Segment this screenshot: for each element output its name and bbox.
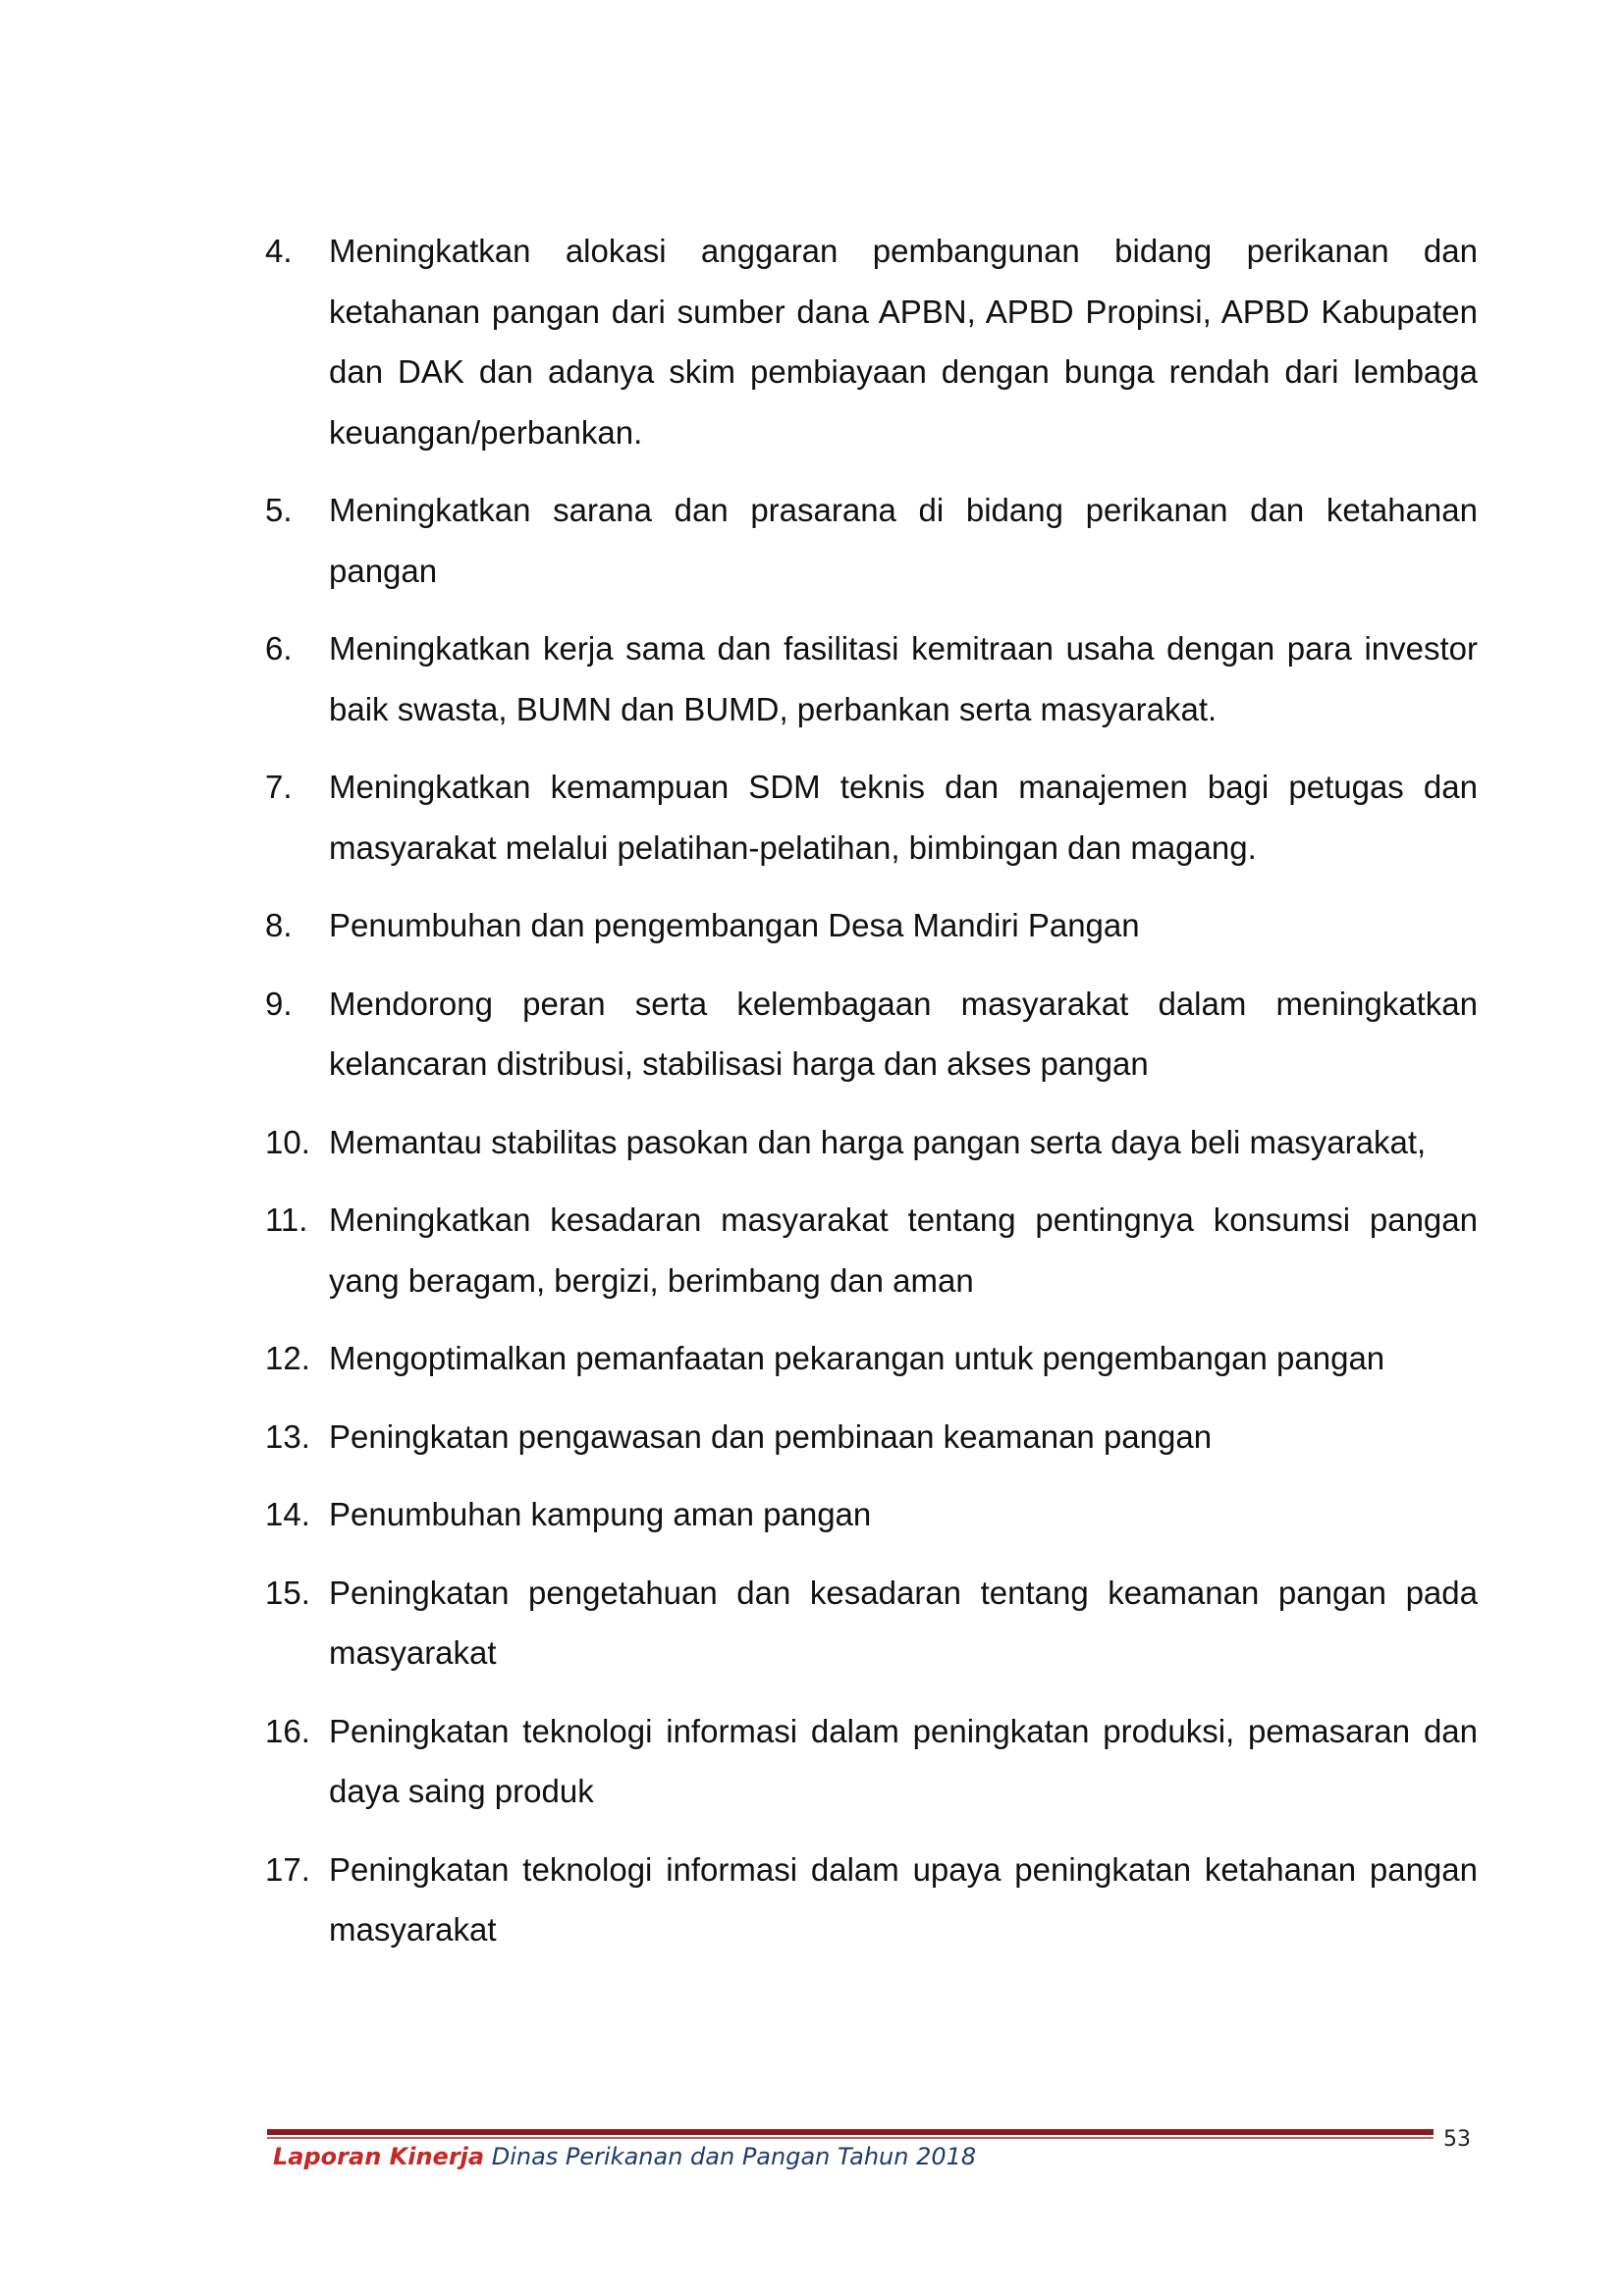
list-item-number: 13. (265, 1417, 310, 1455)
list-item-number: 8. (265, 907, 293, 943)
list-item-text: Meningkatkan kesadaran masyarakat tentang pentingnya konsumsi pangan yang beragam, bergizi, berimbang dan aman (329, 1201, 1478, 1299)
list-item-text: Mengoptimalkan pemanfaatan pekarangan untuk pengembangan pangan (329, 1340, 1385, 1376)
list-item-text: Peningkatan pengetahuan dan kesadaran tentang keamanan pangan pada masyarakat (329, 1574, 1478, 1671)
list-item (265, 757, 1478, 878)
list-item (265, 221, 1478, 462)
list-item-number: 16. (265, 1712, 310, 1749)
numbered-list (265, 221, 1478, 1978)
footer-brand: Laporan Kinerja (273, 2143, 485, 2170)
list-item-text: Peningkatan pengawasan dan pembinaan keamanan pangan (329, 1417, 1213, 1455)
list-item-number: 6. (265, 630, 293, 667)
list-item (265, 974, 1478, 1095)
list-item-text: Mendorong peran serta kelembagaan masyarakat dalam meningkatkan kelancaran distribusi, stabilisasi harga dan akses pangan (329, 985, 1478, 1082)
list-item-text: Memantau stabilitas pasokan dan harga pangan serta daya beli masyarakat, (329, 1123, 1427, 1160)
list-item-text: Meningkatkan alokasi anggaran pembangunan bidang perikanan dan ketahanan pangan dari sumber dana APBN, APBD Propinsi, APBD Kabupaten dan DAK dan adanya skim pembiayaan dengan bunga rendah dari lembaga keuangan/perbankan. (329, 233, 1478, 451)
page-number: 53 (1443, 2127, 1471, 2152)
list-item-number: 10. (265, 1123, 310, 1160)
list-item-number: 9. (265, 985, 293, 1022)
list-item (265, 1840, 1478, 1960)
list-item-text: Peningkatan teknologi informasi dalam upaya peningkatan ketahanan pangan masyarakat (329, 1850, 1478, 1948)
list-item-number: 12. (265, 1340, 310, 1376)
list-item-number: 4. (265, 233, 293, 269)
footer-title (273, 2143, 976, 2170)
list-item (265, 895, 1478, 956)
footer-divider (267, 2129, 1434, 2135)
list-item-number: 17. (265, 1850, 310, 1888)
list-item-text: Penumbuhan dan pengembangan Desa Mandiri Pangan (329, 907, 1140, 943)
list-item (265, 1563, 1478, 1683)
list-item-number: 11. (265, 1201, 308, 1238)
list-item-text: Meningkatkan kemampuan SDM teknis dan manajemen bagi petugas dan masyarakat melalui pelatihan-pelatihan, bimbingan dan magang. (329, 769, 1478, 866)
list-item (265, 1407, 1478, 1468)
list-item-text: Meningkatkan sarana dan prasarana di bidang perikanan dan ketahanan pangan (329, 492, 1478, 589)
list-item (265, 480, 1478, 601)
list-item-number: 14. (265, 1496, 310, 1532)
list-item (265, 1701, 1478, 1822)
list-item-text: Peningkatan teknologi informasi dalam peningkatan produksi, pemasaran dan daya saing produk (329, 1712, 1478, 1809)
list-item-text: Meningkatkan kerja sama dan fasilitasi kemitraan usaha dengan para investor baik swasta, BUMN dan BUMD, perbankan serta masyarakat. (329, 630, 1478, 727)
list-item (265, 1190, 1478, 1310)
list-item-number: 5. (265, 492, 293, 528)
list-item-text: Penumbuhan kampung aman pangan (329, 1496, 872, 1532)
footer-divider-thin (267, 2137, 1434, 2139)
list-item-number: 15. (265, 1574, 310, 1611)
list-item (265, 1484, 1478, 1545)
list-item (265, 1112, 1478, 1173)
list-item (265, 618, 1478, 739)
list-item-number: 7. (265, 769, 293, 805)
list-item (265, 1328, 1478, 1389)
footer-subtitle: Dinas Perikanan dan Pangan Tahun 2018 (484, 2143, 977, 2170)
